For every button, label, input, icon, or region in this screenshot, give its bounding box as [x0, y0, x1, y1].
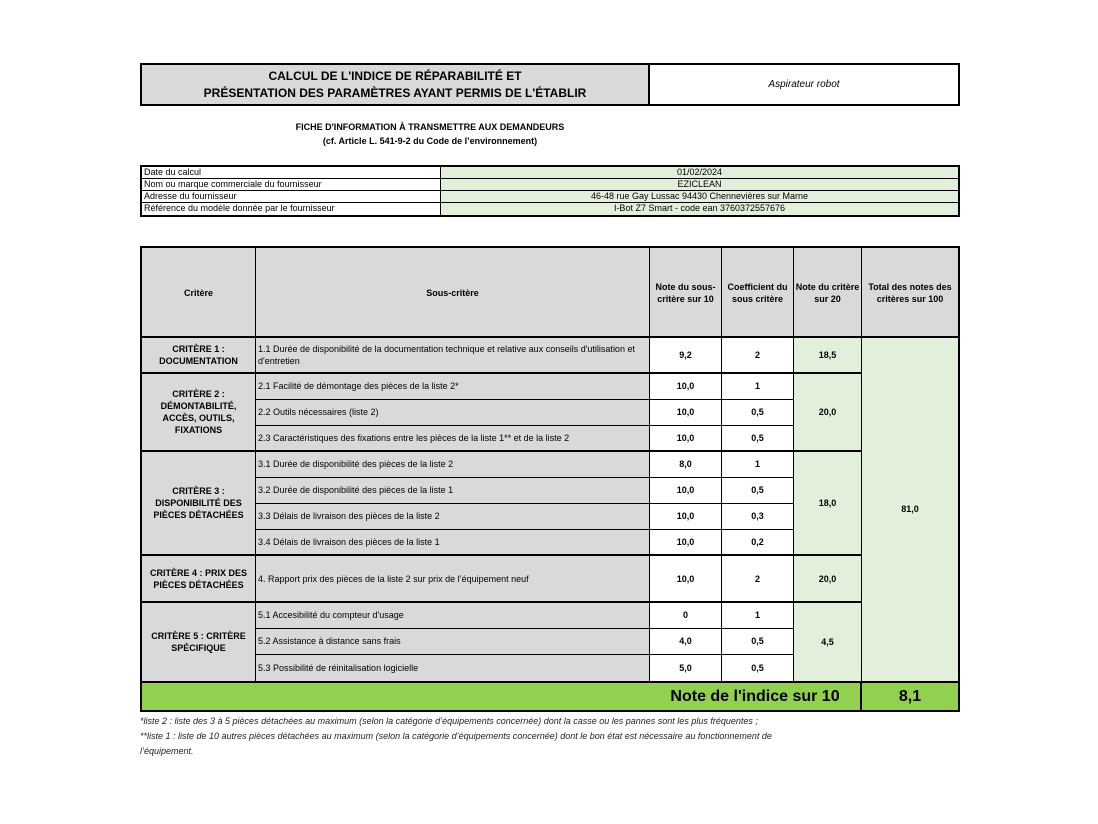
- sub-criterion-coef: 0,5: [722, 628, 794, 654]
- sub-criterion-note: 10,0: [650, 399, 722, 425]
- score-table: [140, 246, 960, 683]
- subtitle: [220, 120, 640, 148]
- header-note-critere: Note du critère sur 20: [794, 248, 862, 337]
- info-label: Nom ou marque commerciale du fournisseur: [142, 179, 441, 190]
- criterion-5-label: CRITÈRE 5 : CRITÈRE SPÉCIFIQUE: [142, 602, 256, 681]
- divider: [256, 399, 794, 400]
- sub-criterion-coef: 2: [722, 555, 794, 602]
- info-row: [142, 179, 958, 191]
- subtitle-line-2: (cf. Article L. 541-9-2 du Code de l’environnement): [322, 136, 538, 146]
- sub-criterion-note: 4,0: [650, 628, 722, 654]
- header-note-sous-critere: Note du sous-critère sur 10: [650, 248, 722, 337]
- info-label: Adresse du fournisseur: [142, 191, 441, 202]
- sub-criterion-note: 0: [650, 602, 722, 628]
- info-value: EZICLEAN: [441, 179, 958, 190]
- criterion-2-label: CRITÈRE 2 : DÉMONTABILITÉ, ACCÈS, OUTILS, FIXATIONS: [142, 373, 256, 451]
- divider: [256, 529, 794, 530]
- grand-total: 81,0: [862, 337, 958, 681]
- criterion-2-total: 20,0: [794, 373, 862, 451]
- sub-criterion-2-3: 2.3 Caractéristiques des fixations entre les pièces de la liste 1** et de la liste 2: [256, 425, 650, 451]
- info-value: 46-48 rue Gay Lussac 94430 Chennevières sur Marne: [441, 191, 958, 202]
- supplier-info-table: [140, 165, 960, 217]
- header-critere: Critère: [142, 248, 256, 337]
- info-row: [142, 203, 958, 215]
- sub-criterion-coef: 1: [722, 373, 794, 399]
- sub-criterion-3-1: 3.1 Durée de disponibilité des pièces de la liste 2: [256, 451, 650, 477]
- title-line-2: PRÉSENTATION DES PARAMÈTRES AYANT PERMIS DE L'ÉTABLIR: [203, 86, 587, 100]
- sub-criterion-note: 10,0: [650, 529, 722, 555]
- sub-criterion-coef: 0,5: [722, 399, 794, 425]
- criterion-4-label: CRITÈRE 4 : PRIX DES PIÈCES DÉTACHÉES: [142, 555, 256, 602]
- sub-criterion-5-3: 5.3 Possibilité de réinitalisation logicielle: [256, 654, 650, 681]
- title-line-1: CALCUL DE L'INDICE DE RÉPARABILITÉ ET: [268, 69, 522, 83]
- criterion-1-total: 18,5: [794, 337, 862, 373]
- sub-criterion-note: 8,0: [650, 451, 722, 477]
- sub-criterion-5-1: 5.1 Accesibilité du compteur d'usage: [256, 602, 650, 628]
- sub-criterion-note: 10,0: [650, 477, 722, 503]
- info-label: Référence du modèle donnée par le fournisseur: [142, 203, 441, 215]
- sub-criterion-3-3: 3.3 Délais de livraison des pièces de la liste 2: [256, 503, 650, 529]
- product-type: Aspirateur robot: [768, 79, 840, 90]
- divider: [256, 654, 794, 655]
- divider: [256, 477, 794, 478]
- info-value: 01/02/2024: [441, 167, 958, 178]
- title-box: [140, 63, 960, 106]
- divider: [142, 336, 958, 338]
- criterion-1-label: CRITÈRE 1 : DOCUMENTATION: [142, 337, 256, 373]
- info-row: [142, 167, 958, 179]
- divider: [256, 503, 794, 504]
- sub-criterion-note: 9,2: [650, 337, 722, 373]
- sub-criterion-5-2: 5.2 Assistance à distance sans frais: [256, 628, 650, 654]
- footnote-2: **liste 1 : liste de 10 autres pièces détachées au maximum (selon la catégorie d’équipements concernée) dont le bon état est nécessaire au fonctionnement de: [140, 731, 772, 741]
- header-coefficient: Coefficient du sous critère: [722, 248, 794, 337]
- sub-criterion-note: 10,0: [650, 555, 722, 602]
- sub-criterion-note: 10,0: [650, 425, 722, 451]
- divider: [142, 554, 862, 556]
- criterion-5-total: 4,5: [794, 602, 862, 681]
- footnotes: [140, 714, 960, 759]
- sub-criterion-3-4: 3.4 Délais de livraison des pièces de la liste 1: [256, 529, 650, 555]
- sub-criterion-4: 4. Rapport prix des pièces de la liste 2 sur prix de l’équipement neuf: [256, 555, 650, 602]
- info-value: I-Bot Z7 Smart - code ean 3760372557676: [441, 203, 958, 215]
- divider: [142, 372, 862, 374]
- criterion-3-label: CRITÈRE 3 : DISPONIBILITÉ DES PIÈCES DÉTACHÉES: [142, 451, 256, 555]
- final-score-value: 8,1: [898, 687, 922, 705]
- divider: [142, 601, 862, 603]
- sub-criterion-coef: 0,5: [722, 477, 794, 503]
- sub-criterion-note: 10,0: [650, 503, 722, 529]
- sub-criterion-3-2: 3.2 Durée de disponibilité des pièces de la liste 1: [256, 477, 650, 503]
- sub-criterion-coef: 0,2: [722, 529, 794, 555]
- subtitle-line-1: FICHE D'INFORMATION À TRANSMETTRE AUX DEMANDEURS: [295, 122, 565, 132]
- header-total: Total des notes des critères sur 100: [862, 248, 958, 337]
- sub-criterion-coef: 0,3: [722, 503, 794, 529]
- criterion-4-total: 20,0: [794, 555, 862, 602]
- final-score-label: Note de l'indice sur 10: [650, 683, 862, 710]
- footnote-1: *liste 2 : liste des 3 à 5 pièces détachées au maximum (selon la catégorie d’équipements concernée) dont la casse ou les pannes sont les plus fréquentes ;: [140, 716, 758, 726]
- info-label: Date du calcul: [142, 167, 441, 178]
- sub-criterion-coef: 2: [722, 337, 794, 373]
- document-title: [142, 65, 650, 104]
- sub-criterion-coef: 0,5: [722, 425, 794, 451]
- sub-criterion-note: 5,0: [650, 654, 722, 681]
- sub-criterion-note: 10,0: [650, 373, 722, 399]
- sub-criterion-2-2: 2.2 Outils nécessaires (liste 2): [256, 399, 650, 425]
- divider: [256, 628, 794, 629]
- divider: [142, 450, 862, 452]
- sub-criterion-coef: 1: [722, 451, 794, 477]
- sub-criterion-1-1: 1.1 Durée de disponibilité de la documentation technique et relative aux conseils d'utilisation et d'entretien: [256, 337, 650, 373]
- footnote-3: l’équipement.: [140, 746, 194, 756]
- divider: [256, 425, 794, 426]
- criterion-3-total: 18,0: [794, 451, 862, 555]
- sub-criterion-2-1: 2.1 Facilité de démontage des pièces de la liste 2*: [256, 373, 650, 399]
- sub-criterion-coef: 1: [722, 602, 794, 628]
- header-sous-critere: Sous-critère: [256, 248, 650, 337]
- final-score-row: [140, 683, 960, 712]
- info-row: [142, 191, 958, 203]
- sub-criterion-coef: 0,5: [722, 654, 794, 681]
